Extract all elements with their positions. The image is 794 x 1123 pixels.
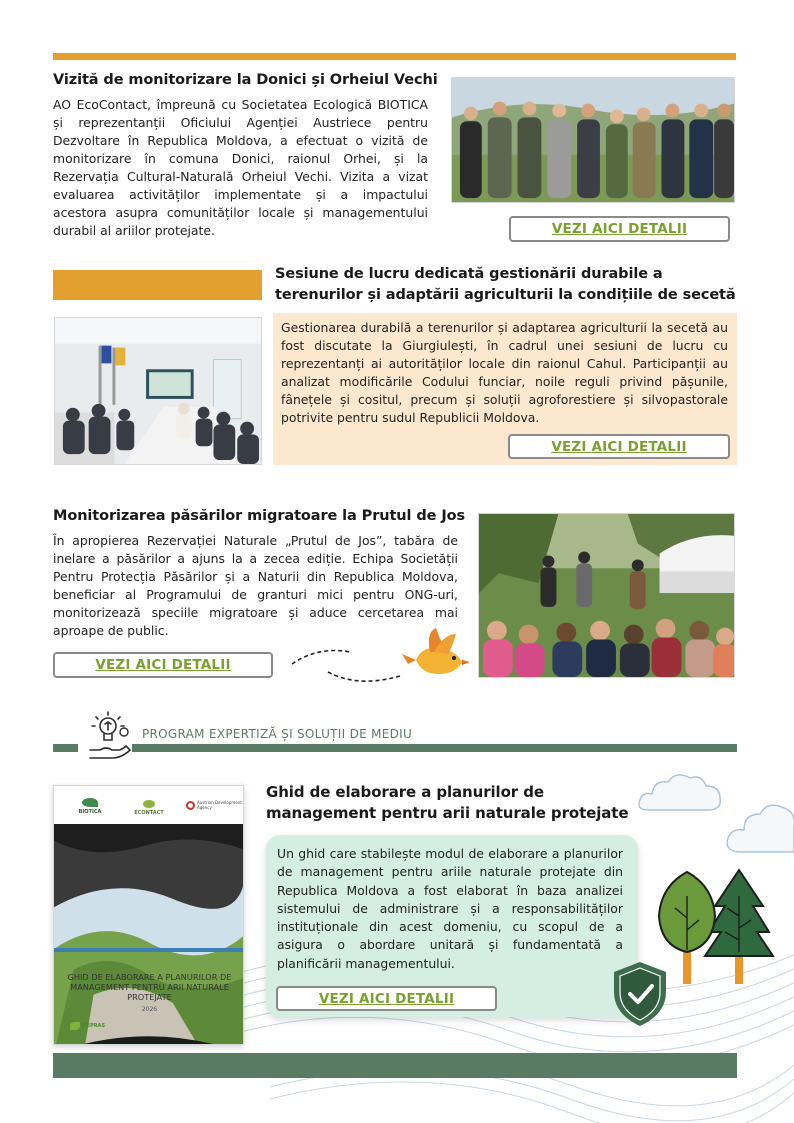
cover-logo-biotica: BIOTICA — [70, 798, 110, 815]
lightbulb-hand-icon — [86, 710, 132, 762]
cover-logo-econtact: ECONTACT — [124, 800, 174, 816]
article-2-photo — [54, 317, 262, 465]
cover-title-band — [54, 948, 244, 952]
article-3-details-button[interactable]: VEZI AICI DETALII — [53, 652, 273, 678]
article-1-body: AO EcoContact, împreună cu Societatea Ecologică BIOTICA și reprezentanții Oficiului Agenției Austriece pentru Dezvoltare în Republica Moldova, a efectuat o vizită de monitorizare în comuna Donici, raionul Orhei, și la Rezervația Cultural-Naturală Orheiul Vechi. Vizita a vizat evaluarea activităților implementate și a impactului acestora asupra comunităților locale și managementului durabil al ariilor protejate. — [53, 97, 428, 238]
article-3-photo — [478, 513, 735, 678]
cover-logo-ada: Austrian Development Agency — [186, 800, 242, 810]
trees-icon — [655, 866, 775, 986]
article-1-photo — [451, 77, 735, 203]
program-label: PROGRAM EXPERTIZĂ ȘI SOLUȚII DE MEDIU — [142, 727, 413, 741]
top-accent-bar — [53, 53, 736, 60]
guide-cover — [53, 785, 244, 1045]
article-2-details-button[interactable]: VEZI AICI DETALII — [508, 434, 730, 459]
section-2-accent-block — [53, 270, 262, 300]
article-4-title: Ghid de elaborare a planurilor de management pentru arii naturale protejate — [266, 783, 629, 822]
article-1-title: Vizită de monitorizare la Donici și Orheiul Vechi — [53, 72, 438, 88]
program-bar-right — [132, 744, 737, 752]
flight-path-dashes — [288, 640, 408, 690]
article-3-title: Monitorizarea păsărilor migratoare la Prutul de Jos — [53, 508, 466, 524]
article-3-body: În apropierea Rezervației Naturale „Prutul de Jos”, tabăra de inelare a păsărilor a ajuns la a zecea ediție. Echipa Societății Pentru Protecția Păsărilor și a Naturii din Republica Moldova, beneficiar al Programului de granturi mici pentru ONG-uri, monitorizează speciile migratoare și aduce cercetarea mai aproape de public. — [53, 533, 458, 638]
article-4-details-button[interactable]: VEZI AICI DETALII — [276, 986, 497, 1011]
cloud-icon — [636, 770, 724, 818]
article-1-details-button[interactable]: VEZI AICI DETALII — [509, 216, 730, 242]
cover-footer-logo: PEPRAS — [70, 1022, 105, 1030]
program-bar-left — [53, 744, 78, 752]
bird-icon — [400, 626, 472, 684]
article-4-body: Un ghid care stabilește modul de elaborare a planurilor de management pentru ariile naturale protejate din Republica Moldova a fost elaborat în baza analizei sistemului de administrare și a responsabilităților instituționale din acest domeniu, cu scopul de a asigura o abordare unitară și fundamentată a planificării managementului. — [277, 846, 623, 971]
bottom-bar — [53, 1053, 737, 1078]
cover-title: GHID DE ELABORARE A PLANURILOR DE MANAGEMENT PENTRU ARII NATURALE PROTEJATE — [67, 972, 232, 1002]
article-2-title: Sesiune de lucru dedicată gestionării durabile a terenurilor și adaptării agriculturii la condițiile de secetă — [275, 266, 736, 303]
article-2-body: Gestionarea durabilă a terenurilor și adaptarea agriculturii la secetă au fost discutate la Giurgiulești, în cadrul unei sesiuni de lucru cu reprezentanți ai autorităților locale din raionul Cahul. Participanții au analizat modificările Codului funciar, noile reguli privind pășunile, fânețele și cositul, precum și soluții agroforestiere și silvopastorale potrivite pentru sudul Republicii Moldova. — [281, 320, 728, 425]
cloud-icon-2 — [724, 796, 794, 860]
cover-year: 2026 — [141, 1006, 158, 1013]
